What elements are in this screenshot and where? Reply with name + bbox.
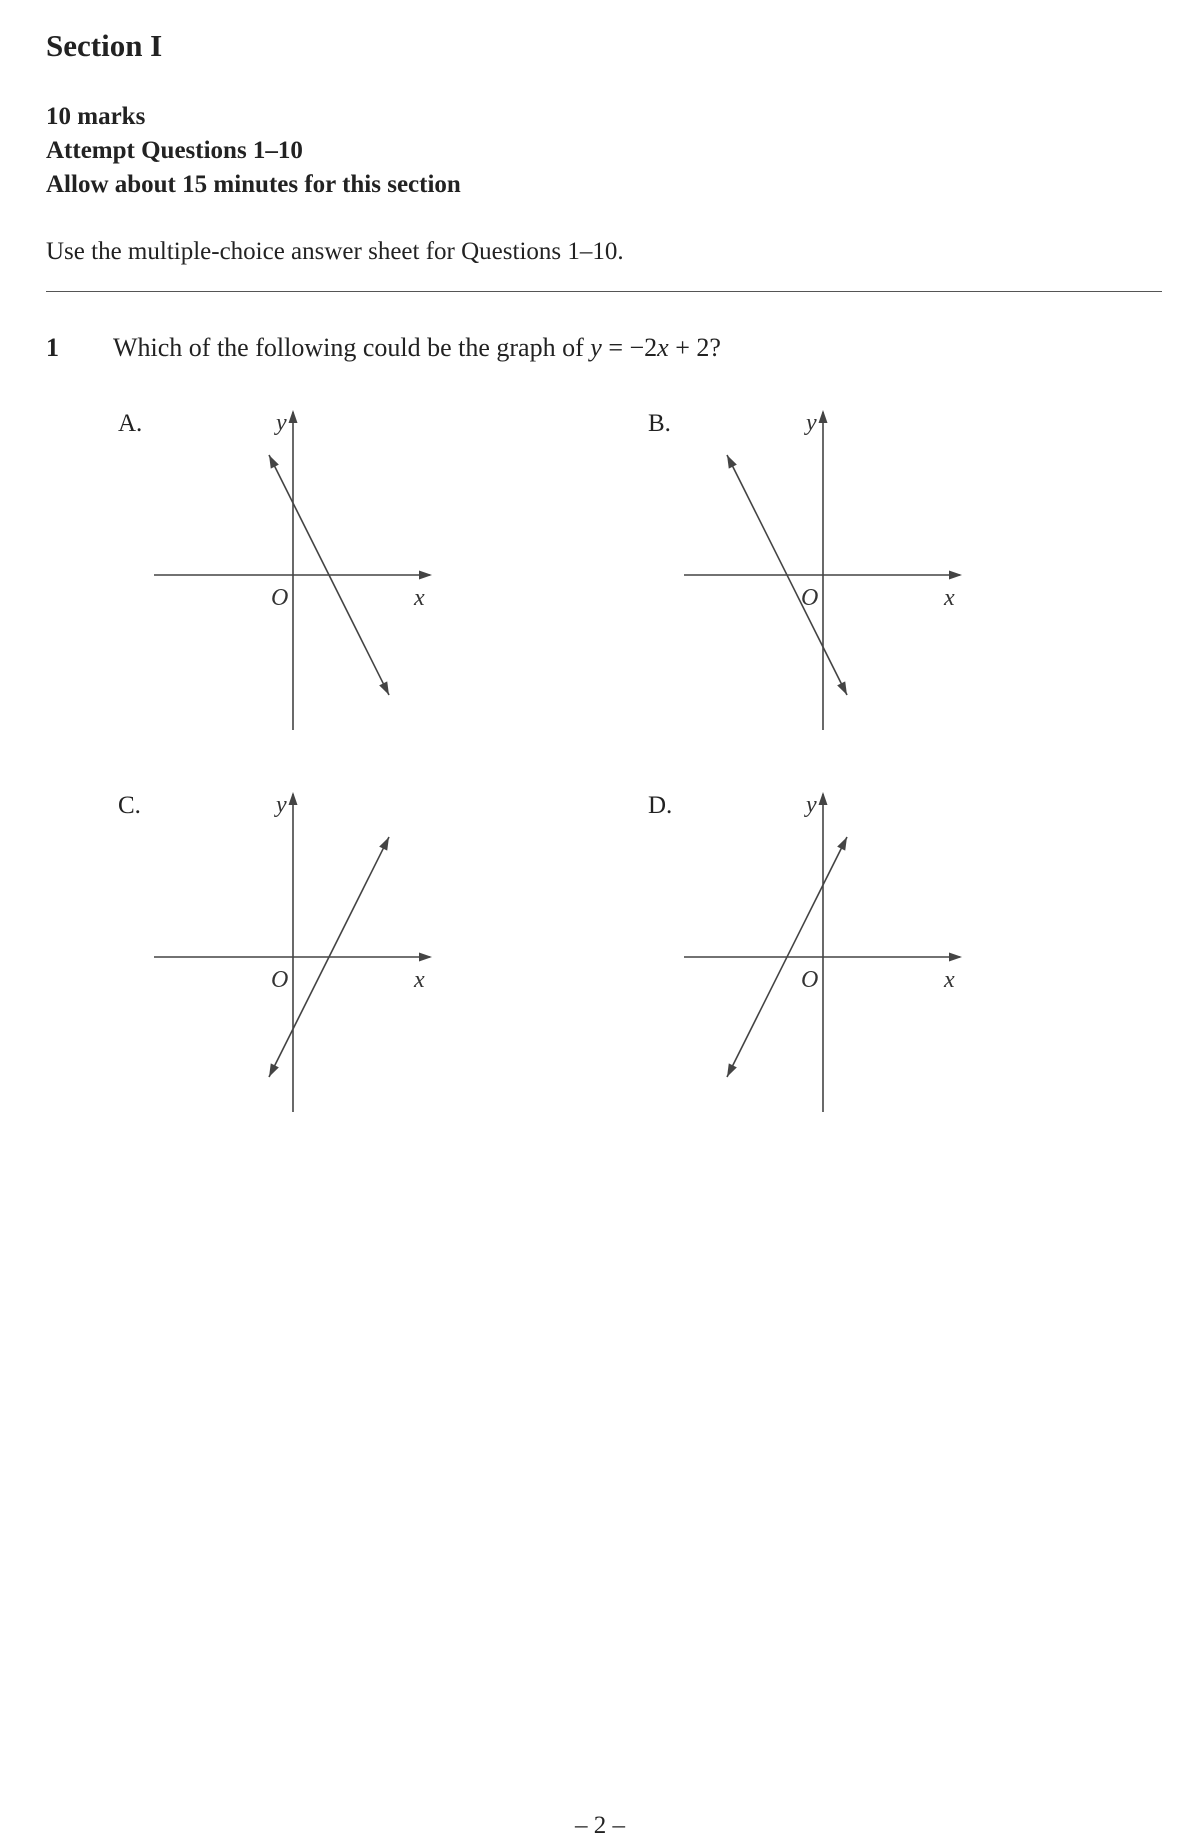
page-number: – 2 – [575, 1812, 625, 1839]
option-a-label: A. [118, 410, 143, 437]
question-text [113, 333, 721, 363]
option-d-graph [670, 782, 990, 1122]
option-c-graph [140, 782, 460, 1122]
y-axis-arrow [819, 410, 828, 423]
section-title: Section I [46, 28, 163, 63]
option-c-label: C. [118, 792, 141, 819]
option-a-graph [140, 400, 460, 740]
marks-text: 10 marks [46, 103, 146, 130]
divider [46, 291, 1162, 292]
y-axis-arrow [289, 792, 298, 805]
graph-line-arrow-top [269, 455, 279, 469]
graph-line-arrow-top [379, 837, 389, 851]
origin-label: O [801, 585, 819, 611]
x-axis-arrow [949, 953, 962, 962]
graph-line-arrow-top [727, 455, 737, 469]
y-axis-label: y [806, 410, 817, 436]
x-axis-arrow [419, 953, 432, 962]
equation-end: + 2? [668, 333, 721, 362]
y-axis-label: y [806, 792, 817, 818]
graph-line-arrow-bottom [727, 1063, 737, 1077]
equation-y: y [590, 333, 602, 362]
origin-label: O [271, 967, 289, 993]
option-b-graph [670, 400, 990, 740]
y-axis-label: y [276, 792, 287, 818]
x-axis-label: x [944, 967, 955, 993]
y-axis-arrow [289, 410, 298, 423]
graph-line-arrow-bottom [269, 1063, 279, 1077]
option-d-label: D. [648, 792, 673, 819]
attempt-text: Attempt Questions 1–10 [46, 137, 303, 164]
question-number: 1 [46, 333, 59, 362]
y-axis-arrow [819, 792, 828, 805]
option-b-label: B. [648, 410, 671, 437]
equation-x: x [657, 333, 669, 362]
question-text-lead: Which of the following could be the graph of [113, 333, 591, 362]
y-axis-label: y [276, 410, 287, 436]
origin-label: O [801, 967, 819, 993]
origin-label: O [271, 585, 289, 611]
graph-line-arrow-bottom [379, 681, 389, 695]
x-axis-label: x [944, 585, 955, 611]
graph-line-arrow-bottom [837, 681, 847, 695]
x-axis-label: x [414, 585, 425, 611]
x-axis-arrow [949, 571, 962, 580]
x-axis-arrow [419, 571, 432, 580]
time-text: Allow about 15 minutes for this section [46, 171, 461, 198]
x-axis-label: x [414, 967, 425, 993]
equation-mid: = −2 [601, 333, 658, 362]
instruction-text: Use the multiple-choice answer sheet for Questions 1–10. [46, 238, 624, 265]
graph-line-arrow-top [837, 837, 847, 851]
